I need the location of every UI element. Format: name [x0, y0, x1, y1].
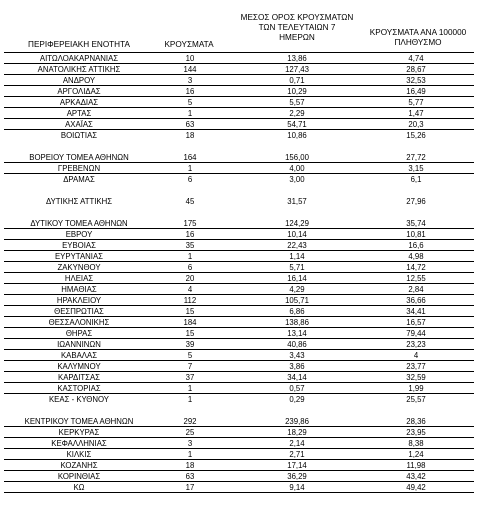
table-row [4, 317, 474, 328]
table-row [4, 295, 474, 306]
cell-region: ΚΑΣΤΟΡΙΑΣ [57, 384, 101, 393]
cell-seven-day-average: 54,71 [287, 120, 307, 129]
cell-seven-day-average: 22,43 [287, 241, 307, 250]
spacer-row [4, 405, 474, 416]
cell-per-100k: 6,1 [410, 175, 422, 184]
cell-cases: 6 [187, 175, 193, 184]
cell-region: ΑΡΤΑΣ [66, 109, 92, 118]
cell-region: ΚΕΝΤΡΙΚΟΥ ΤΟΜΕΑ ΑΘΗΝΩΝ [24, 417, 134, 426]
table-row [4, 229, 474, 240]
table-row [4, 372, 474, 383]
cell-region: ΒΟΡΕΙΟΥ ΤΟΜΕΑ ΑΘΗΝΩΝ [29, 153, 129, 162]
cell-region: ΚΕΦΑΛΛΗΝΙΑΣ [51, 439, 107, 448]
table-row [4, 163, 474, 174]
cell-seven-day-average: 34,14 [287, 373, 307, 382]
cell-cases: 16 [185, 87, 195, 96]
cell-region: ΚΑΒΑΛΑΣ [60, 351, 98, 360]
cell-per-100k: 1,47 [408, 109, 424, 118]
cell-cases: 18 [185, 131, 195, 140]
cell-seven-day-average: 156,00 [285, 153, 309, 162]
cell-cases: 3 [187, 76, 193, 85]
cell-cases: 144 [183, 65, 197, 74]
cell-per-100k: 23,23 [406, 340, 426, 349]
cell-region: ΘΗΡΑΣ [65, 329, 93, 338]
cell-seven-day-average: 239,86 [285, 417, 309, 426]
cell-per-100k: 4,98 [408, 252, 424, 261]
cell-cases: 1 [187, 384, 193, 393]
cell-cases: 63 [185, 472, 195, 481]
cell-seven-day-average: 4,29 [289, 285, 305, 294]
cell-seven-day-average: 0,57 [289, 384, 305, 393]
cell-region: ΘΕΣΠΡΩΤΙΑΣ [54, 307, 104, 316]
spacer-row [4, 185, 474, 196]
cell-region: ΘΕΣΣΑΛΟΝΙΚΗΣ [48, 318, 110, 327]
table-row [4, 460, 474, 471]
cell-per-100k: 28,36 [406, 417, 426, 426]
cell-seven-day-average: 2,71 [289, 450, 305, 459]
cell-region: ΓΡΕΒΕΝΩΝ [57, 164, 101, 173]
cell-region: ΑΙΤΩΛΟΑΚΑΡΝΑΝΙΑΣ [39, 54, 119, 63]
cell-per-100k: 32,53 [406, 76, 426, 85]
cell-seven-day-average: 40,86 [287, 340, 307, 349]
table-row [4, 328, 474, 339]
cell-seven-day-average: 138,86 [285, 318, 309, 327]
cell-per-100k: 1,99 [408, 384, 424, 393]
cell-per-100k: 15,26 [406, 131, 426, 140]
cell-region: ΚΕΑΣ - ΚΥΘΝΟΥ [48, 395, 110, 404]
cell-region: ΚΩ [73, 483, 85, 492]
table-row [4, 449, 474, 460]
cell-region: ΚΑΛΥΜΝΟΥ [57, 362, 101, 371]
cell-cases: 6 [187, 263, 193, 272]
header-seven-day-average: ΜΕΣΟΣ ΟΡΟΣ ΚΡΟΥΣΜΑΤΩΝ ΤΩΝ ΤΕΛΕΥΤΑΙΩΝ 7 ΗΜΕΡΩΝ [240, 13, 354, 42]
cell-cases: 1 [187, 252, 193, 261]
cell-cases: 1 [187, 109, 193, 118]
cell-per-100k: 25,57 [406, 395, 426, 404]
cell-per-100k: 27,96 [406, 197, 426, 206]
cell-seven-day-average: 17,14 [287, 461, 307, 470]
cell-cases: 15 [185, 329, 195, 338]
cell-cases: 184 [183, 318, 197, 327]
cell-cases: 5 [187, 98, 193, 107]
cell-per-100k: 23,77 [406, 362, 426, 371]
cell-cases: 18 [185, 461, 195, 470]
cell-seven-day-average: 0,71 [289, 76, 305, 85]
spacer-row [4, 141, 474, 152]
table-row [4, 64, 474, 75]
cell-per-100k: 14,72 [406, 263, 426, 272]
cell-per-100k: 20,3 [408, 120, 424, 129]
cell-per-100k: 43,42 [406, 472, 426, 481]
cell-per-100k: 16,49 [406, 87, 426, 96]
table-body [4, 53, 474, 493]
cell-seven-day-average: 13,14 [287, 329, 307, 338]
cell-region: ΑΝΑΤΟΛΙΚΗΣ ΑΤΤΙΚΗΣ [37, 65, 121, 74]
cell-cases: 5 [187, 351, 193, 360]
cell-cases: 45 [185, 197, 195, 206]
table-row [4, 251, 474, 262]
table-row [4, 174, 474, 185]
cell-cases: 16 [185, 230, 195, 239]
cell-seven-day-average: 18,29 [287, 428, 307, 437]
cell-seven-day-average: 13,86 [287, 54, 307, 63]
spacer-row [4, 207, 474, 218]
table-row [4, 339, 474, 350]
cell-cases: 292 [183, 417, 197, 426]
cell-region: ΕΒΡΟΥ [65, 230, 93, 239]
table-row [4, 350, 474, 361]
cell-seven-day-average: 10,14 [287, 230, 307, 239]
cell-seven-day-average: 105,71 [285, 296, 309, 305]
table-row [4, 240, 474, 251]
cell-seven-day-average: 124,29 [285, 219, 309, 228]
table-row [4, 416, 474, 427]
cell-seven-day-average: 6,86 [289, 307, 305, 316]
cell-per-100k: 1,24 [408, 450, 424, 459]
cell-per-100k: 35,74 [406, 219, 426, 228]
cell-cases: 37 [185, 373, 195, 382]
table-row [4, 196, 474, 207]
cell-region: ΑΡΚΑΔΙΑΣ [59, 98, 99, 107]
table-row [4, 108, 474, 119]
cell-cases: 39 [185, 340, 195, 349]
table-row [4, 361, 474, 372]
header-cases-per-100k: ΚΡΟΥΣΜΑΤΑ ΑΝΑ 100000 ΠΛΗΘΥΣΜΟ [369, 28, 467, 47]
cell-region: ΚΟΡΙΝΘΙΑΣ [57, 472, 101, 481]
cell-per-100k: 28,67 [406, 65, 426, 74]
table-row [4, 284, 474, 295]
cell-cases: 20 [185, 274, 195, 283]
cell-region: ΗΛΕΙΑΣ [64, 274, 94, 283]
cell-per-100k: 16,6 [408, 241, 424, 250]
cell-per-100k: 4,74 [408, 54, 424, 63]
cell-per-100k: 2,84 [408, 285, 424, 294]
cell-per-100k: 23,95 [406, 428, 426, 437]
cell-cases: 10 [185, 54, 195, 63]
table-row [4, 383, 474, 394]
table-row [4, 273, 474, 284]
cell-per-100k: 10,81 [406, 230, 426, 239]
cell-cases: 1 [187, 164, 193, 173]
cell-per-100k: 16,57 [406, 318, 426, 327]
cell-cases: 4 [187, 285, 193, 294]
table-row [4, 306, 474, 317]
cell-per-100k: 79,44 [406, 329, 426, 338]
cell-cases: 25 [185, 428, 195, 437]
cell-per-100k: 27,72 [406, 153, 426, 162]
table-row [4, 218, 474, 229]
cell-seven-day-average: 10,86 [287, 131, 307, 140]
cell-region: ΗΜΑΘΙΑΣ [61, 285, 97, 294]
table-row [4, 97, 474, 108]
cell-region: ΙΩΑΝΝΙΝΩΝ [57, 340, 101, 349]
cell-seven-day-average: 3,86 [289, 362, 305, 371]
cell-region: ΔΥΤΙΚΗΣ ΑΤΤΙΚΗΣ [45, 197, 113, 206]
cell-region: ΔΡΑΜΑΣ [63, 175, 95, 184]
cell-per-100k: 12,55 [406, 274, 426, 283]
table-row [4, 75, 474, 86]
table-row [4, 152, 474, 163]
header-region: ΠΕΡΙΦΕΡΕΙΑΚΗ ΕΝΟΤΗΤΑ [28, 40, 130, 49]
table-row [4, 86, 474, 97]
cell-per-100k: 8,38 [408, 439, 424, 448]
table-row [4, 471, 474, 482]
cell-region: ΑΡΓΟΛΙΔΑΣ [57, 87, 101, 96]
cell-seven-day-average: 3,00 [289, 175, 305, 184]
cell-seven-day-average: 2,29 [289, 109, 305, 118]
cell-per-100k: 36,66 [406, 296, 426, 305]
cell-seven-day-average: 0,29 [289, 395, 305, 404]
cell-seven-day-average: 5,57 [289, 98, 305, 107]
table-row [4, 394, 474, 405]
cell-per-100k: 34,41 [406, 307, 426, 316]
cell-cases: 15 [185, 307, 195, 316]
cell-region: ΑΧΑΪΑΣ [65, 120, 93, 129]
cell-region: ΒΟΙΩΤΙΑΣ [60, 131, 98, 140]
cell-seven-day-average: 2,14 [289, 439, 305, 448]
cell-cases: 112 [183, 296, 197, 305]
cell-cases: 7 [187, 362, 193, 371]
cell-per-100k: 3,15 [408, 164, 424, 173]
cell-cases: 1 [187, 395, 193, 404]
cell-cases: 35 [185, 241, 195, 250]
cell-region: ΚΑΡΔΙΤΣΑΣ [58, 373, 100, 382]
table-row [4, 262, 474, 273]
header-cases: ΚΡΟΥΣΜΑΤΑ [164, 40, 214, 49]
cell-region: ΔΥΤΙΚΟΥ ΤΟΜΕΑ ΑΘΗΝΩΝ [30, 219, 128, 228]
cell-region: ΗΡΑΚΛΕΙΟΥ [56, 296, 102, 305]
cell-cases: 175 [183, 219, 197, 228]
table-row [4, 119, 474, 130]
cell-cases: 164 [183, 153, 197, 162]
table-row [4, 427, 474, 438]
cell-region: ΕΥΡΥΤΑΝΙΑΣ [54, 252, 103, 261]
cell-seven-day-average: 36,29 [287, 472, 307, 481]
cell-seven-day-average: 9,14 [289, 483, 305, 492]
cell-cases: 63 [185, 120, 195, 129]
cell-cases: 1 [187, 450, 193, 459]
cell-region: ΖΑΚΥΝΘΟΥ [57, 263, 101, 272]
cell-seven-day-average: 16,14 [287, 274, 307, 283]
table-row [4, 53, 474, 64]
cell-region: ΚΟΖΑΝΗΣ [60, 461, 98, 470]
table-row [4, 482, 474, 493]
cell-region: ΚΕΡΚΥΡΑΣ [58, 428, 100, 437]
table-row [4, 130, 474, 141]
cell-seven-day-average: 3,43 [289, 351, 305, 360]
cell-seven-day-average: 1,14 [289, 252, 305, 261]
cell-seven-day-average: 4,00 [289, 164, 305, 173]
cell-region: ΕΥΒΟΙΑΣ [62, 241, 96, 250]
cell-seven-day-average: 5,71 [289, 263, 305, 272]
cell-per-100k: 4 [413, 351, 419, 360]
cell-seven-day-average: 127,43 [285, 65, 309, 74]
table-row [4, 438, 474, 449]
cell-seven-day-average: 31,57 [287, 197, 307, 206]
cell-per-100k: 11,98 [406, 461, 426, 470]
cell-seven-day-average: 10,29 [287, 87, 307, 96]
cell-cases: 17 [185, 483, 195, 492]
cell-region: ΑΝΔΡΟΥ [62, 76, 96, 85]
cell-per-100k: 5,77 [408, 98, 424, 107]
cell-region: ΚΙΛΚΙΣ [66, 450, 92, 459]
cell-per-100k: 32,59 [406, 373, 426, 382]
cell-per-100k: 49,42 [406, 483, 426, 492]
cell-cases: 3 [187, 439, 193, 448]
